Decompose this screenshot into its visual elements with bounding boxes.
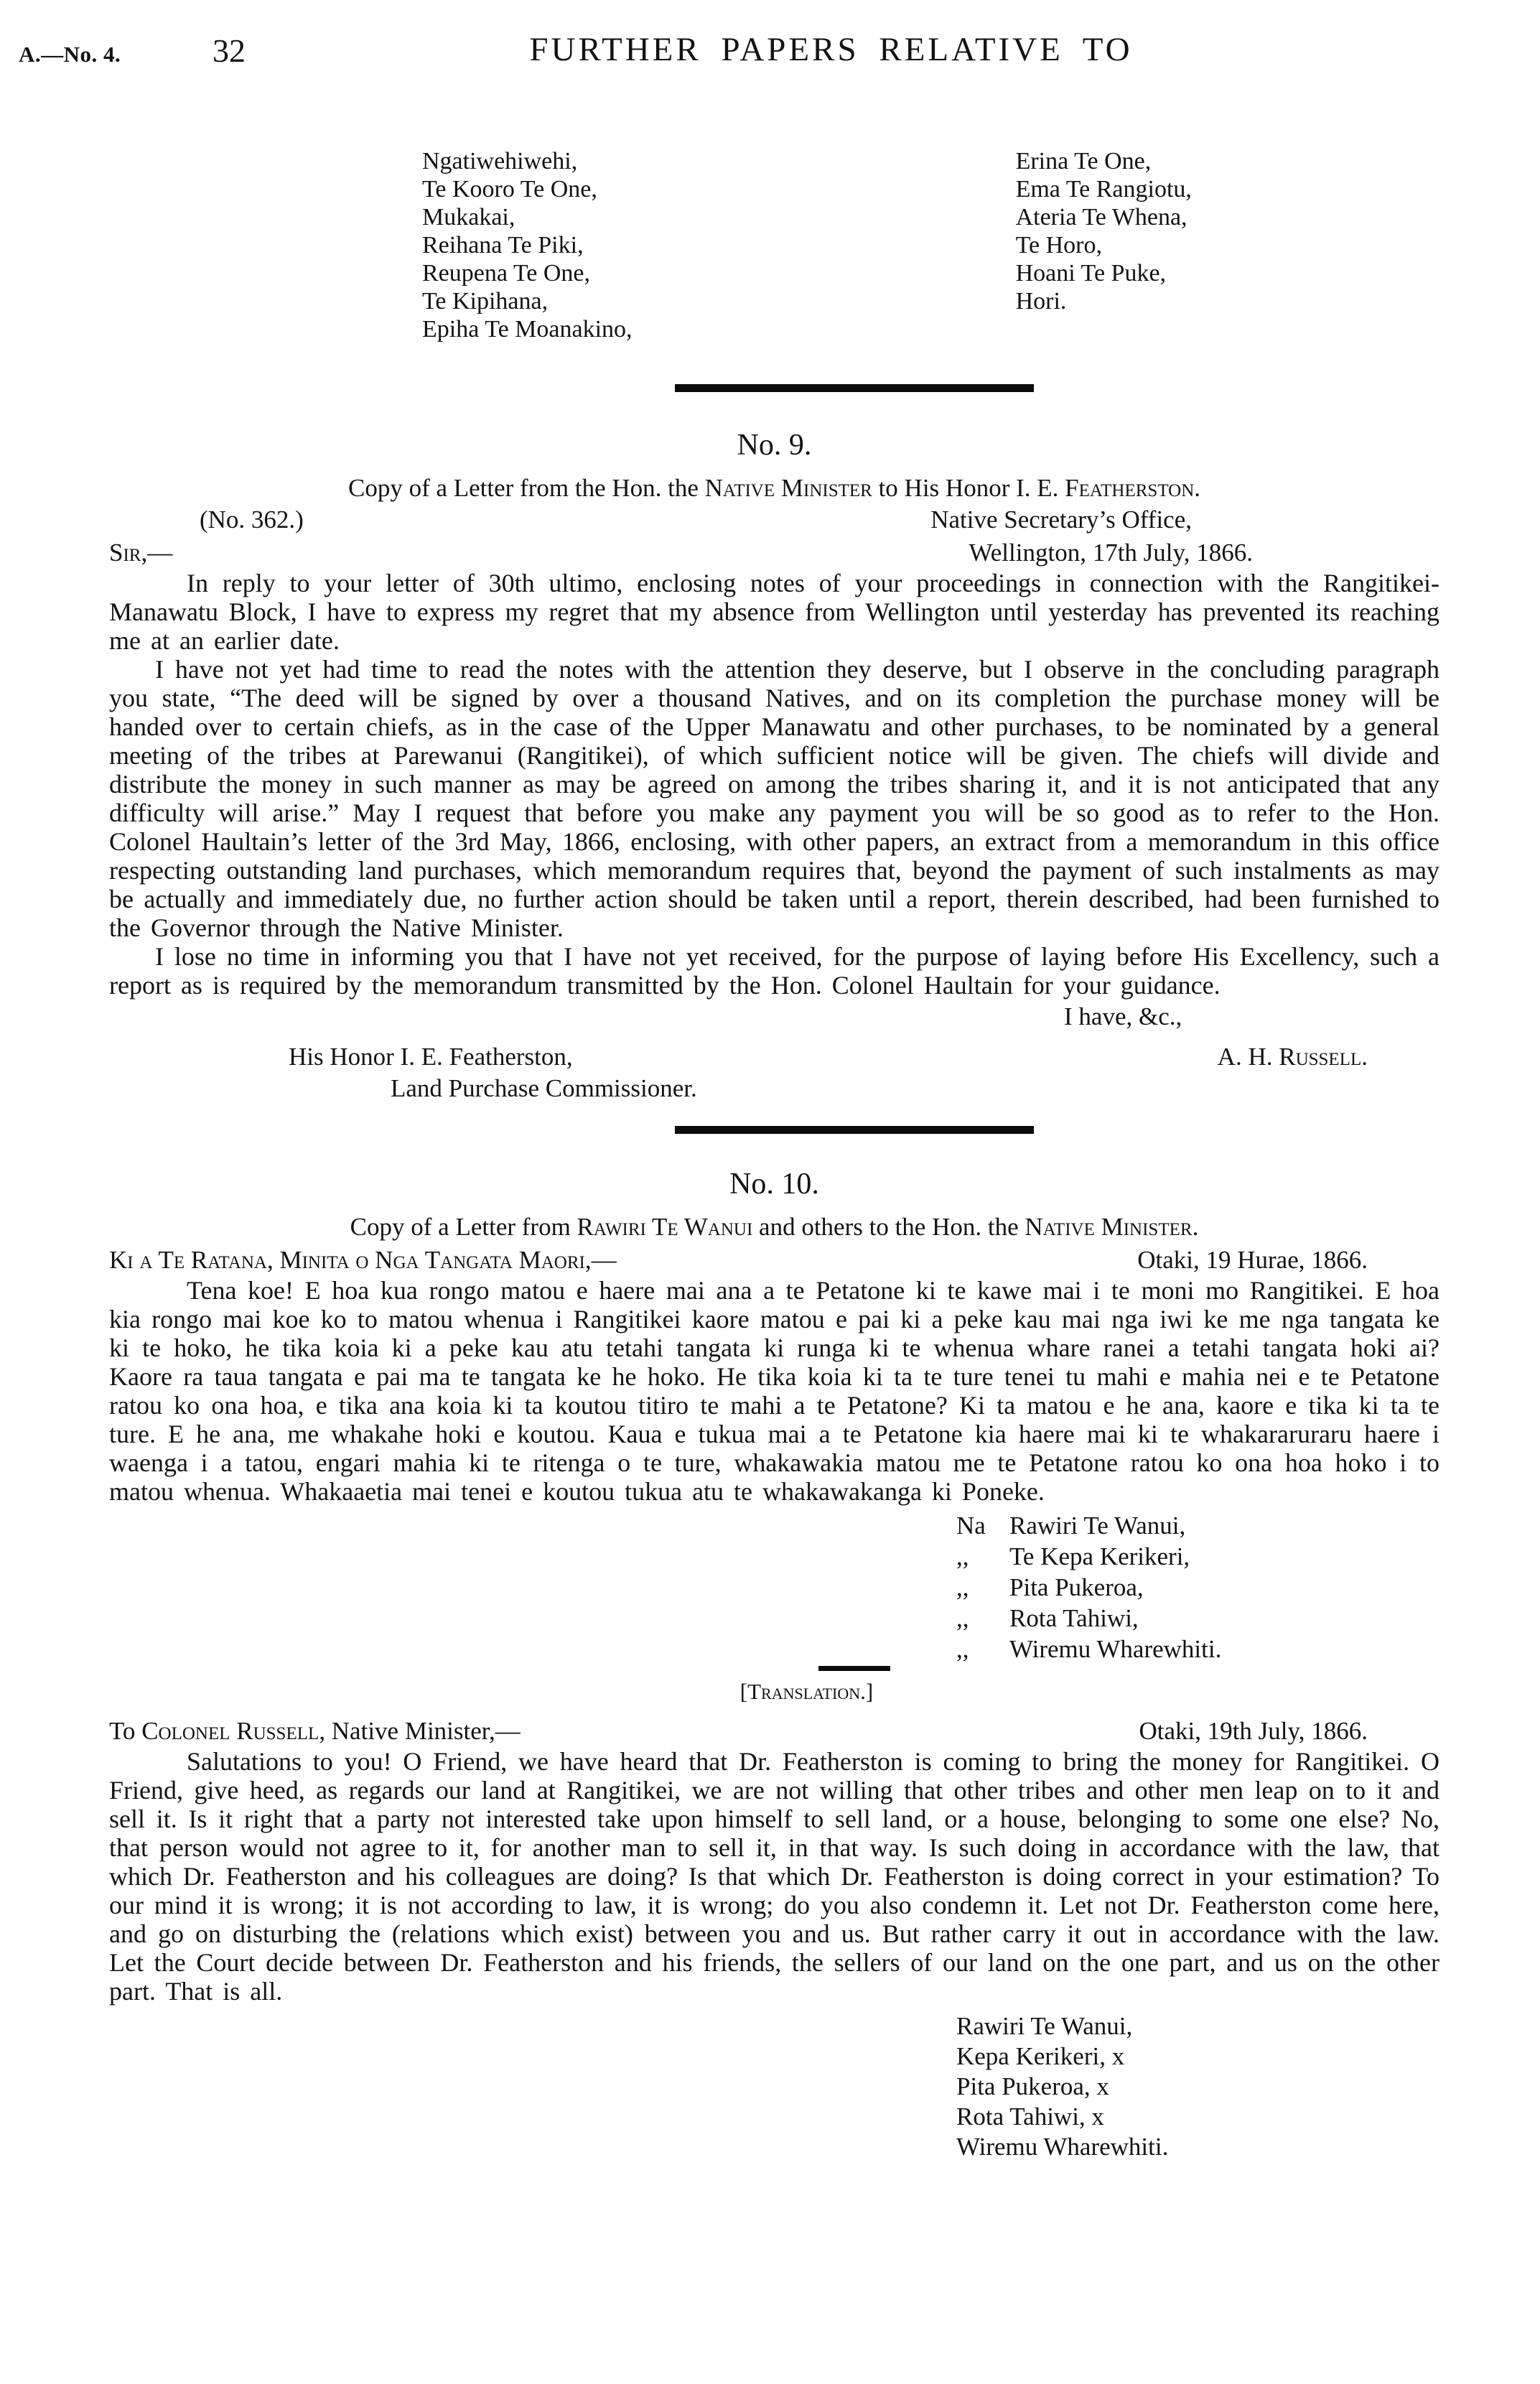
letter10-subject-line xyxy=(109,1211,1439,1243)
signatory-name: Te Horo, xyxy=(1015,232,1102,259)
signature-name: Wiremu Wharewhiti. xyxy=(1009,1635,1222,1663)
ditto-mark: ,, xyxy=(956,1635,969,1663)
letter9-signature: A. H. Russell. xyxy=(1217,1043,1368,1071)
letter9-dateline: Wellington, 17th July, 1866. xyxy=(969,539,1253,567)
ditto-mark: ,, xyxy=(956,1604,969,1632)
subject-smallcaps: Native Minister xyxy=(704,474,872,502)
signature-name: Rota Tahiwi, x xyxy=(956,2103,1104,2131)
letter9-signature-row xyxy=(109,1041,1439,1073)
signature-line xyxy=(956,1634,1439,1664)
letter9-subject-line xyxy=(109,472,1439,504)
translation-signature-block xyxy=(956,2011,1439,2162)
subject-smallcaps: Native Minister xyxy=(1025,1213,1193,1241)
translation-label: [Translation.] xyxy=(739,1679,874,1704)
ditto-mark: ,, xyxy=(956,1542,969,1570)
letter9-paragraph-1: In reply to your letter of 30th ultimo, enclosing notes of your proceedings in connection with the Rangitikei-Manawatu Block, I have to express my regret that my absence from Wellington until yesterday has prevented its reaching me at an earlier date. xyxy=(109,569,1439,655)
signatory-name: Ngatiwehiwehi, xyxy=(422,148,578,174)
section-divider-rule xyxy=(675,1126,1034,1134)
addressee-text: , Native Minister,— xyxy=(319,1717,521,1745)
letter10-salutation-row xyxy=(109,1244,1439,1276)
letter10-body: Tena koe! E hoa kua rongo matou e haere mai ana a te Petatone ki te kawe mai i te moni mo Rangitikei. E hoa kia rongo mai koe ko to matou whenua i Rangitikei kaore matou e pai ki a peke kau mai nga iwi ke me nga tangata ke ki te hoko, he tika koia ki a peke kau atu tetahi tangata ki runga ki te whenua whare ranei a tetahi tangata hoki ai? Kaore ra taua tangata e pai ma te tangata ke he hoko. He tika koia ki ta te ture tenei tu mahi e mahia nei e te Petatone ratou ko ona hoa, e tika ana koia ki ta koutou titiro te mahi a te Petatone? Ki ta matou e he ana, kaore e tika ki ta te ture. E he ana, me whakahe hoki e koutou. Kaua e tukua mai a te Petatone kia haere mai ki te whakararuraru haere i waenga i a tatou, engari mahia ki te ritenga o te ture, whakawakia matou me te Petatone ratou ko ona hoa hoko i to matou whenua. Whakaaetia mai tenei e koutou tukua atu te whakawakanga ki Poneke. xyxy=(109,1276,1439,1506)
subject-text: to His Honor I. E. xyxy=(872,474,1065,502)
signature-name: Rawiri Te Wanui, xyxy=(1009,1512,1186,1540)
signature-name: Pita Pukeroa, x xyxy=(956,2072,1109,2100)
document-reference: A.—No. 4. xyxy=(19,42,121,67)
signatory-name: Te Kipihana, xyxy=(422,288,549,315)
addressee-text: To xyxy=(109,1717,142,1745)
translation-addressee xyxy=(109,1715,521,1747)
subject-text: Copy of a Letter from the Hon. the xyxy=(347,474,705,502)
page-title: FURTHER PAPERS RELATIVE TO xyxy=(529,31,1133,68)
ditto-mark: ,, xyxy=(956,1573,969,1601)
subject-text: . xyxy=(1194,474,1201,502)
signature-name: Pita Pukeroa, xyxy=(1009,1573,1144,1601)
letter9-heading: No. 9. xyxy=(737,429,812,462)
letter10-salutation: Ki a Te Ratana, Minita o Nga Tangata Maori,— xyxy=(109,1246,617,1274)
addressee-smallcaps: Colonel Russell xyxy=(141,1717,319,1745)
letter10-heading: No. 10. xyxy=(729,1168,819,1201)
signatory-name: Hoani Te Puke, xyxy=(1015,260,1167,287)
signature-name: Rawiri Te Wanui, xyxy=(956,2012,1133,2040)
signature-name: Wiremu Wharewhiti. xyxy=(956,2133,1169,2161)
letter10-signature-block xyxy=(956,1510,1439,1664)
translation-dateline: Otaki, 19th July, 1866. xyxy=(1139,1717,1368,1745)
letter9-valediction: I have, &c., xyxy=(1064,1002,1182,1030)
signature-line xyxy=(956,1572,1439,1603)
translation-body: Salutations to you! O Friend, we have heard that Dr. Featherston is coming to bring the money for Rangitikei. O Friend, give heed, as regards our land at Rangitikei, we are not willing that other tribes and other men leap on to it and sell it. Is it right that a party not interested take upon himself to sell land, or a house, belonging to some one else? No, that person would not agree to it, for another man to sell it, in that way. Is such doing in accordance with the law, that which Dr. Featherston and his colleagues are doing? Is that which Dr. Featherston is doing correct in your estimation? To our mind it is wrong; it is not according to law, it is wrong; do you also condemn it. Let not Dr. Featherston come here, and go on disturbing the (relations which exist) between you and us. But rather carry it out in accordance with the law. Let the Court decide between Dr. Featherston and his friends, the sellers of our land on the one part, and us on the other part. That is all. xyxy=(109,1747,1439,2006)
translation-addressee-row xyxy=(109,1715,1439,1747)
signature-prefix: Na xyxy=(956,1512,986,1540)
letter9-addressee-title: Land Purchase Commissioner. xyxy=(391,1074,697,1102)
subject-smallcaps: Rawiri Te Wanui xyxy=(577,1213,753,1241)
signature-name: Rota Tahiwi, xyxy=(1009,1604,1139,1632)
signatory-name-columns xyxy=(109,147,1439,343)
subject-text: . xyxy=(1192,1213,1199,1241)
letter9-paragraph-2: I have not yet had time to read the notes with the attention they deserve, but I observe in the concluding paragraph you state, “The deed will be signed by over a thousand Natives, and on its completion the purchase money will be handed over to certain chiefs, as in the case of the Upper Manawatu and other purchases, to be nominated by a general meeting of the tribes at Parewanui (Rangitikei), of which sufficient notice will be given. The chiefs will divide and distribute the money in such manner as may be agreed on among the tribes sharing it, and it is not anticipated that any difficulty will arise.” May I request that before you make any payment you will be so good as to refer to the Hon. Colonel Haultain’s letter of the 3rd May, 1866, enclosing, with other papers, an extract from a memorandum in this office respecting outstanding land purchases, which memorandum requires that, beyond the payment of such instalments as may be actually and immediately due, no further action should be taken until a report, therein described, had been furnished to the Governor through the Native Minister. xyxy=(109,655,1439,942)
letter9-reference-number: (No. 362.) xyxy=(200,506,304,534)
signatory-name: Ateria Te Whena, xyxy=(1015,204,1187,231)
signatory-name: Reupena Te One, xyxy=(422,260,590,287)
translation-divider-rule xyxy=(818,1666,890,1671)
signatory-name: Epiha Te Moanakino, xyxy=(422,316,633,343)
signature-line xyxy=(956,1603,1439,1634)
subject-text: and others to the Hon. the xyxy=(752,1213,1025,1241)
letter9-paragraph-3: I lose no time in informing you that I have not yet received, for the purpose of laying before His Excellency, such a report as is required by the memorandum transmitted by the Hon. Colonel Haultain for your guidance. xyxy=(109,942,1439,1000)
letter10-dateline: Otaki, 19 Hurae, 1866. xyxy=(1137,1246,1368,1274)
letter9-reference-row xyxy=(109,504,1439,536)
page-content xyxy=(0,147,1540,2162)
signatory-name: Erina Te One, xyxy=(1015,148,1152,174)
page-number: 32 xyxy=(213,32,246,69)
signature-name: Te Kepa Kerikeri, xyxy=(1009,1542,1190,1570)
signatory-name: Hori. xyxy=(1015,288,1067,315)
letter9-salutation-row xyxy=(109,537,1439,569)
signatory-column-left xyxy=(422,147,1016,343)
signature-line xyxy=(956,1541,1439,1572)
subject-smallcaps: Featherston xyxy=(1065,474,1195,502)
signatory-name: Te Kooro Te One, xyxy=(422,176,597,202)
subject-text: Copy of a Letter from xyxy=(350,1213,577,1241)
signatory-name: Mukakai, xyxy=(422,204,515,231)
letter9-addressee-name: His Honor I. E. Featherston, xyxy=(289,1043,573,1071)
signature-name: Kepa Kerikeri, x xyxy=(956,2042,1125,2070)
letter9-office-line: Native Secretary’s Office, xyxy=(930,506,1192,534)
signature-line xyxy=(956,1510,1439,1541)
signatory-name: Reihana Te Piki, xyxy=(422,232,584,259)
signatory-column-right xyxy=(1016,147,1439,343)
letter9-salutation: Sir,— xyxy=(109,539,173,567)
section-divider-rule xyxy=(675,384,1034,392)
signatory-name: Ema Te Rangiotu, xyxy=(1015,176,1192,202)
